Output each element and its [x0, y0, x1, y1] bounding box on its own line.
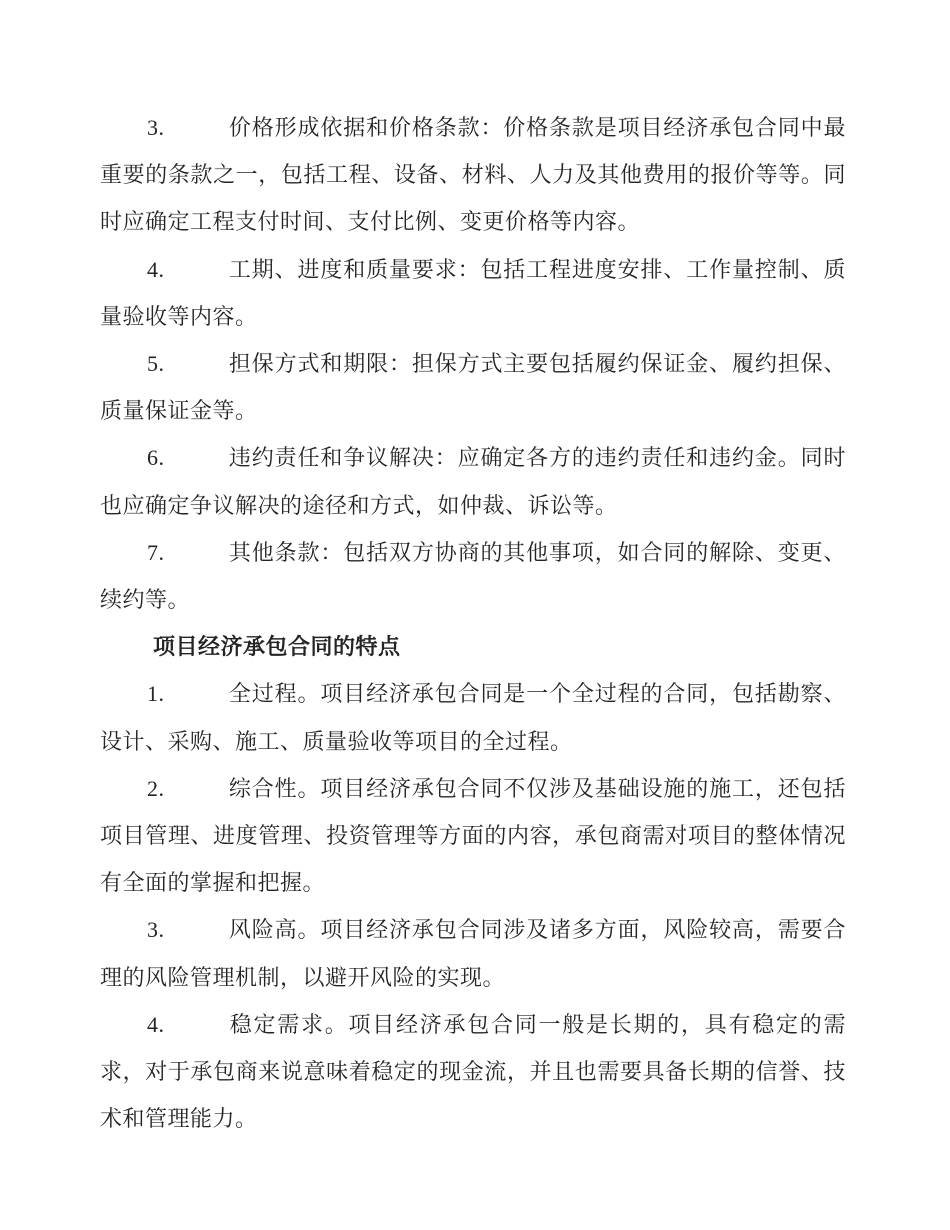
tab-space — [165, 464, 229, 465]
tab-space — [165, 795, 229, 796]
tab-space — [165, 700, 229, 701]
feature-item-2 — [100, 765, 846, 907]
tab-space — [165, 1031, 229, 1032]
item-text: 价格形成依据和价格条款：价格条款是项目经济承包合同中最重要的条款之一，包括工程、设备、材料、人力及其他费用的报价等等。同时应确定工程支付时间、支付比例、变更价格等内容。 — [100, 115, 846, 235]
item-number: 4. — [147, 1011, 165, 1037]
tab-space — [165, 134, 229, 135]
section-heading: 项目经济承包合同的特点 — [153, 634, 401, 660]
tab-space — [165, 370, 229, 371]
item-text: 担保方式和期限：担保方式主要包括履约保证金、履约担保、质量保证金等。 — [100, 351, 846, 424]
clause-item-6 — [100, 434, 846, 528]
feature-item-3 — [100, 906, 846, 1000]
clause-item-5 — [100, 340, 846, 434]
item-number: 3. — [147, 917, 165, 943]
tab-space — [165, 559, 229, 560]
item-text: 稳定需求。项目经济承包合同一般是长期的，具有稳定的需求，对于承包商来说意味着稳定的现金流，并且也需要具备长期的信誉、技术和管理能力。 — [100, 1011, 846, 1132]
item-number: 3. — [147, 115, 165, 140]
item-text: 工期、进度和质量要求：包括工程进度安排、工作量控制、质量验收等内容。 — [100, 256, 846, 329]
tab-space — [165, 276, 229, 277]
item-number: 2. — [147, 775, 165, 801]
item-text: 风险高。项目经济承包合同涉及诸多方面，风险较高，需要合理的风险管理机制，以避开风险的实现。 — [100, 917, 846, 990]
item-text: 全过程。项目经济承包合同是一个全过程的合同，包括勘察、设计、采购、施工、质量验收等项目的全过程。 — [100, 681, 846, 754]
clause-item-3 — [100, 104, 846, 246]
item-number: 4. — [147, 256, 165, 282]
item-text: 违约责任和争议解决：应确定各方的违约责任和违约金。同时也应确定争议解决的途径和方式，如仲裁、诉讼等。 — [100, 445, 846, 518]
item-number: 1. — [147, 681, 165, 707]
tab-space — [165, 936, 229, 937]
item-number: 5. — [147, 351, 165, 377]
clause-item-4 — [100, 246, 846, 340]
item-number: 6. — [147, 445, 165, 471]
clause-item-7 — [100, 529, 846, 623]
item-number: 7. — [147, 539, 165, 565]
item-text: 综合性。项目经济承包合同不仅涉及基础设施的施工，还包括项目管理、进度管理、投资管理等方面的内容，承包商需对项目的整体情况有全面的掌握和把握。 — [100, 775, 846, 896]
item-text: 其他条款：包括双方协商的其他事项，如合同的解除、变更、续约等。 — [100, 539, 846, 613]
feature-item-4 — [100, 1001, 846, 1143]
feature-item-1 — [100, 670, 846, 764]
